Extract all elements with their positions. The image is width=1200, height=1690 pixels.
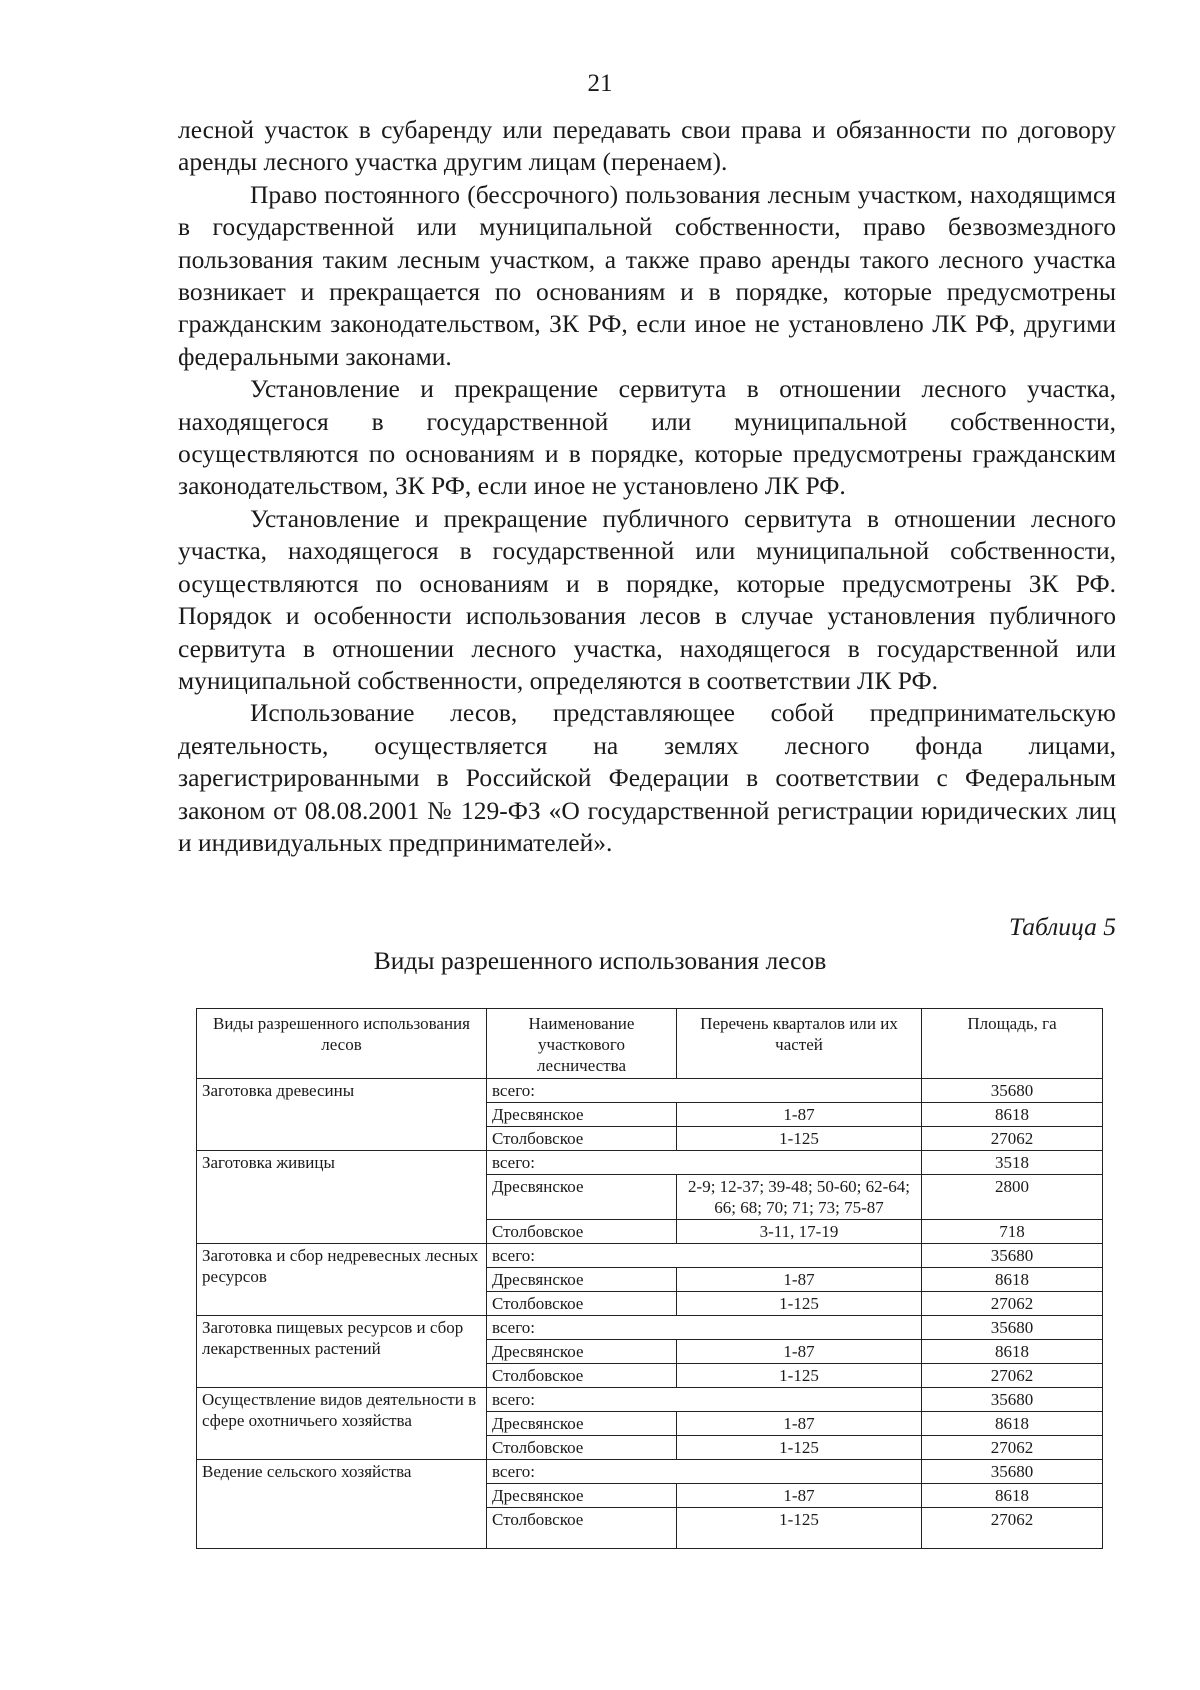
area-cell: 27062 [922, 1127, 1103, 1151]
forestry-cell: Дресвянское [487, 1412, 677, 1436]
quarters-cell: 1-87 [677, 1340, 922, 1364]
forest-use-table [196, 1008, 1103, 1549]
forestry-cell: Дресвянское [487, 1103, 677, 1127]
quarters-cell: 1-125 [677, 1508, 922, 1549]
area-cell: 27062 [922, 1436, 1103, 1460]
table-row [197, 1244, 1103, 1268]
quarters-cell: 1-87 [677, 1103, 922, 1127]
table-row [197, 1151, 1103, 1175]
table-title: Виды разрешенного использования лесов [373, 946, 827, 975]
forestry-cell: Дресвянское [487, 1340, 677, 1364]
use-kind-cell: Осуществление видов деятельности в сфере охотничьего хозяйства [197, 1388, 487, 1460]
forestry-cell: Дресвянское [487, 1484, 677, 1508]
forestry-cell: Столбовское [487, 1220, 677, 1244]
quarters-cell: 2-9; 12-37; 39-48; 50-60; 62-64; 66; 68; 70; 71; 73; 75-87 [677, 1175, 922, 1220]
total-area-cell: 35680 [922, 1460, 1103, 1484]
total-label-cell: всего: [487, 1244, 922, 1268]
area-cell: 8618 [922, 1484, 1103, 1508]
area-cell: 8618 [922, 1340, 1103, 1364]
quarters-cell: 1-125 [677, 1436, 922, 1460]
area-cell: 718 [922, 1220, 1103, 1244]
area-cell: 8618 [922, 1103, 1103, 1127]
total-area-cell: 35680 [922, 1388, 1103, 1412]
table-header-row [197, 1009, 1103, 1079]
header-cell: Наименование участкового лесничества [487, 1009, 677, 1079]
total-area-cell: 3518 [922, 1151, 1103, 1175]
total-label-cell: всего: [487, 1388, 922, 1412]
area-cell: 2800 [922, 1175, 1103, 1220]
quarters-cell: 1-87 [677, 1268, 922, 1292]
forestry-cell: Столбовское [487, 1364, 677, 1388]
quarters-cell: 1-125 [677, 1127, 922, 1151]
total-label-cell: всего: [487, 1316, 922, 1340]
forestry-cell: Дресвянское [487, 1175, 677, 1220]
body-text [178, 114, 1116, 859]
area-cell: 8618 [922, 1412, 1103, 1436]
total-area-cell: 35680 [922, 1244, 1103, 1268]
header-cell: Виды разрешенного использования лесов [197, 1009, 487, 1079]
forestry-cell: Столбовское [487, 1436, 677, 1460]
use-kind-cell: Заготовка и сбор недревесных лесных ресурсов [197, 1244, 487, 1316]
use-kind-cell: Заготовка живицы [197, 1151, 487, 1244]
area-cell: 27062 [922, 1364, 1103, 1388]
quarters-cell: 1-125 [677, 1364, 922, 1388]
area-cell: 27062 [922, 1508, 1103, 1549]
quarters-cell: 1-125 [677, 1292, 922, 1316]
use-kind-cell: Заготовка древесины [197, 1079, 487, 1151]
forestry-cell: Столбовское [487, 1127, 677, 1151]
area-cell: 27062 [922, 1292, 1103, 1316]
area-cell: 8618 [922, 1268, 1103, 1292]
paragraph: Право постоянного (бессрочного) пользования лесным участком, находящимся в государственной или муниципальной собственности, право безвозмездного пользования таким лесным участком, а также право аренды такого лесного участка возникает и прекращается по основаниям и в порядке, которые предусмотрены гражданским законодательством, ЗК РФ, если иное не установлено ЛК РФ, другими федеральными законами. [178, 179, 1116, 371]
table-row [197, 1460, 1103, 1484]
table-body [197, 1079, 1103, 1549]
total-label-cell: всего: [487, 1460, 922, 1484]
paragraph: Установление и прекращение публичного сервитута в отношении лесного участка, находящегося в государственной или муниципальной собственности, осуществляются по основаниям и в порядке, которые предусмотрены ЗК РФ. Порядок и особенности использования лесов в случае установления публичного сервитута в отношении лесного участка, находящегося в государственной или муниципальной собственности, определяются в соответствии ЛК РФ. [178, 503, 1116, 695]
header-cell: Перечень кварталов или их частей [677, 1009, 922, 1079]
paragraph-continuation: лесной участок в субаренду или передавать свои права и обязанности по договору аренды лесного участка другим лицам (перенаем). [178, 115, 1116, 177]
quarters-cell: 1-87 [677, 1412, 922, 1436]
use-kind-cell: Заготовка пищевых ресурсов и сбор лекарственных растений [197, 1316, 487, 1388]
forestry-cell: Дресвянское [487, 1268, 677, 1292]
total-label-cell: всего: [487, 1079, 922, 1103]
total-area-cell: 35680 [922, 1079, 1103, 1103]
total-area-cell: 35680 [922, 1316, 1103, 1340]
forestry-cell: Столбовское [487, 1292, 677, 1316]
forestry-cell: Столбовское [487, 1508, 677, 1549]
table-row [197, 1316, 1103, 1340]
quarters-cell: 1-87 [677, 1484, 922, 1508]
total-label-cell: всего: [487, 1151, 922, 1175]
quarters-cell: 3-11, 17-19 [677, 1220, 922, 1244]
table-row [197, 1079, 1103, 1103]
table-row [197, 1388, 1103, 1412]
table-label: Таблица 5 [1008, 912, 1116, 941]
paragraph: Установление и прекращение сервитута в отношении лесного участка, находящегося в государственной или муниципальной собственности, осуществляются по основаниям и в порядке, которые предусмотрены гражданским законодательством, ЗК РФ, если иное не установлено ЛК РФ. [178, 374, 1116, 501]
page-number: 21 [587, 70, 613, 97]
use-kind-cell: Ведение сельского хозяйства [197, 1460, 487, 1549]
paragraph: Использование лесов, представляющее собой предпринимательскую деятельность, осуществляется на землях лесного фонда лицами, зарегистрированными в Российской Федерации в соответствии с Федеральным законом от 08.08.2001 № 129-ФЗ «О государственной регистрации юридических лиц и индивидуальных предпринимателей». [178, 698, 1116, 857]
header-cell: Площадь, га [922, 1009, 1103, 1079]
